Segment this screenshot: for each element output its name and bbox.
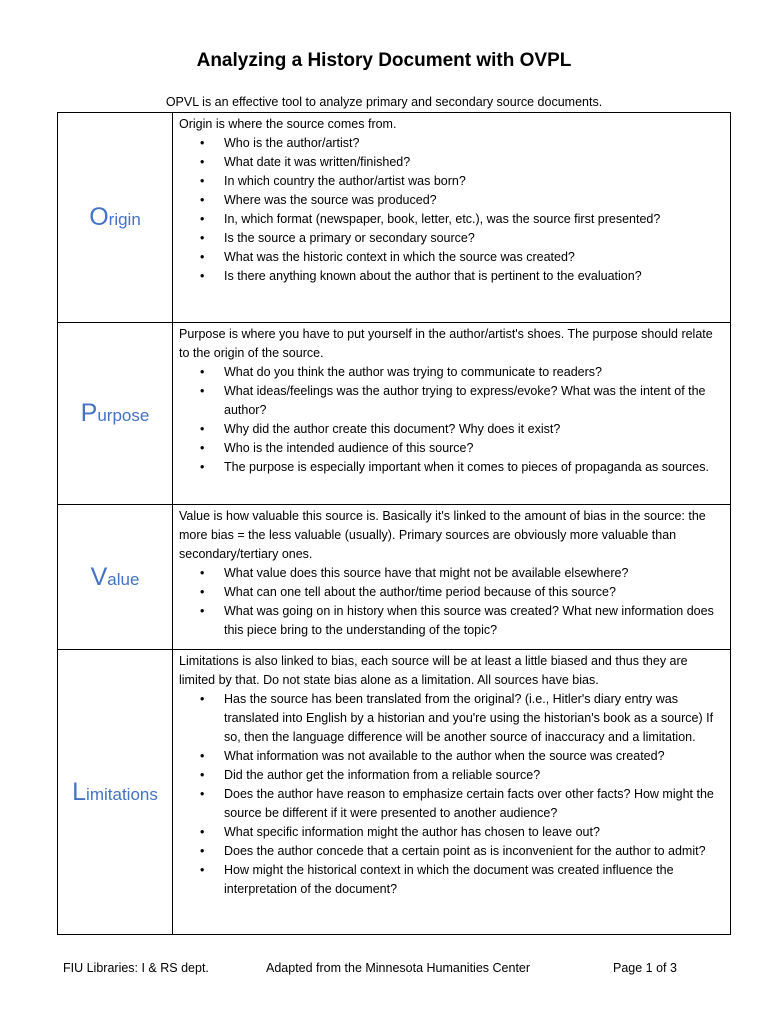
limitations-label: Limitations (72, 777, 158, 806)
list-item: • What do you think the author was trying to communicate to readers? (224, 363, 725, 382)
limitations-bullet-list (179, 690, 725, 899)
list-item: • What can one tell about the author/time period because of this source? (224, 583, 725, 602)
purpose-row (58, 323, 731, 505)
list-item: • Who is the intended audience of this source? (224, 439, 725, 458)
list-item: • What was going on in history when this source was created? What new information does this piece bring to the understanding of the topic? (224, 602, 725, 640)
origin-intro: Origin is where the source comes from. (179, 117, 397, 131)
list-item: • In, which format (newspaper, book, letter, etc.), was the source first presented? (224, 210, 725, 229)
list-item: • How might the historical context in which the document was created influence the interpretation of the document? (224, 861, 725, 899)
list-item: • Does the author concede that a certain point as is inconvenient for the author to admit? (224, 842, 725, 861)
origin-row (58, 113, 731, 323)
origin-label: Origin (89, 203, 141, 231)
value-bullet-list (179, 564, 725, 640)
purpose-label: Purpose (80, 399, 150, 427)
limitations-row (58, 650, 731, 935)
list-item: • In which country the author/artist was born? (224, 172, 725, 191)
origin-content (173, 113, 731, 323)
footer-department: FIU Libraries: I & RS dept. (63, 961, 209, 975)
list-item: • The purpose is especially important when it comes to pieces of propaganda as sources. (224, 458, 725, 477)
list-item: • What date it was written/finished? (224, 153, 725, 172)
purpose-label-cell (58, 323, 173, 505)
document-title: Analyzing a History Document with OVPL (196, 50, 572, 71)
list-item: • Has the source has been translated from the original? (i.e., Hitler's diary entry was translated into English by a historian and you're using the historian's book as a source) If so, then the language difference will be another source of inaccuracy and a limitation. (224, 690, 725, 747)
list-item: • What ideas/feelings was the author trying to express/evoke? What was the intent of the author? (224, 382, 725, 420)
list-item: • Does the author have reason to emphasize certain facts over other facts? How might the source be different if it were presented to another audience? (224, 785, 725, 823)
footer-attribution: Adapted from the Minnesota Humanities Center (266, 961, 531, 975)
list-item: • What specific information might the author has chosen to leave out? (224, 823, 725, 842)
list-item: • What information was not available to the author when the source was created? (224, 747, 725, 766)
origin-bullet-list (179, 134, 725, 286)
limitations-label-cell (58, 650, 173, 935)
list-item: • What was the historic context in which the source was created? (224, 248, 725, 267)
list-item: • Is there anything known about the author that is pertinent to the evaluation? (224, 267, 725, 286)
value-row (58, 505, 731, 650)
value-label-cell (58, 505, 173, 650)
list-item: • Who is the author/artist? (224, 134, 725, 153)
ovpl-table (57, 112, 731, 935)
limitations-content (173, 650, 731, 935)
limitations-intro: Limitations is also linked to bias, each source will be at least a little biased and thus they are limited by that. Do not state bias alone as a limitation. All sources have bias. (179, 654, 688, 687)
list-item: • Did the author get the information from a reliable source? (224, 766, 725, 785)
footer-page-number: Page 1 of 3 (613, 961, 677, 975)
list-item: • Why did the author create this document? Why does it exist? (224, 420, 725, 439)
purpose-intro: Purpose is where you have to put yourself in the author/artist's shoes. The purpose should relate to the origin of the source. (179, 327, 713, 360)
value-content (173, 505, 731, 650)
list-item: • Where was the source was produced? (224, 191, 725, 210)
list-item: • Is the source a primary or secondary source? (224, 229, 725, 248)
value-intro: Value is how valuable this source is. Basically it's linked to the amount of bias in the source: the more bias = the less valuable (usually). Primary sources are obviously more valuable than secondary/tertiary ones. (179, 509, 706, 561)
origin-label-cell (58, 113, 173, 323)
document-subtitle: OPVL is an effective tool to analyze primary and secondary source documents. (165, 95, 603, 109)
list-item: • What value does this source have that might not be available elsewhere? (224, 564, 725, 583)
purpose-bullet-list (179, 363, 725, 477)
purpose-content (173, 323, 731, 505)
value-label: Value (90, 562, 140, 591)
